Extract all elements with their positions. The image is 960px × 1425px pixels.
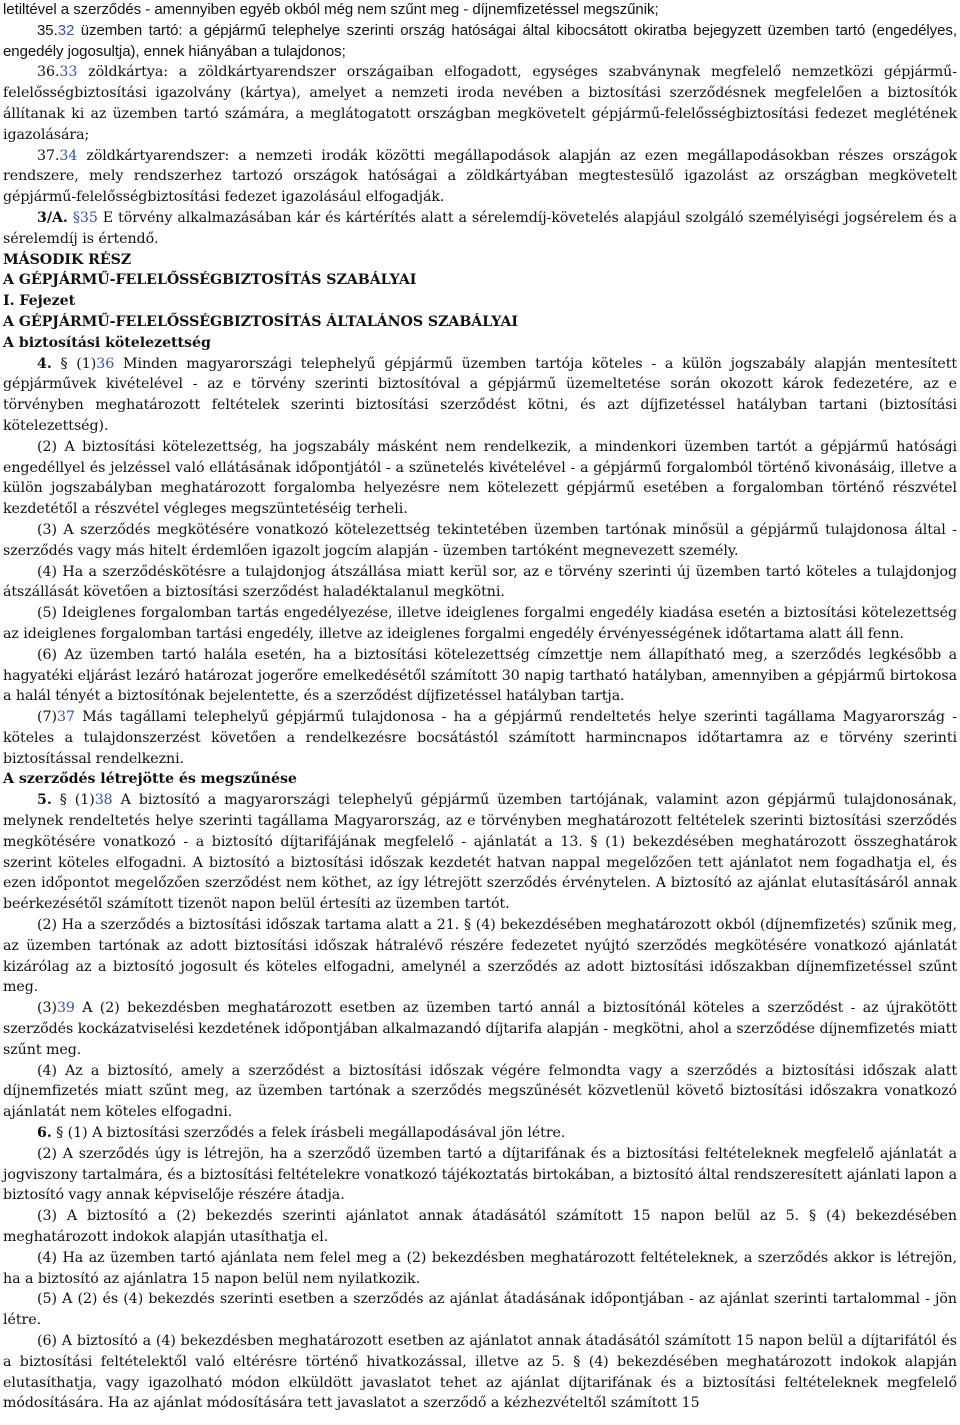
section-number: 4. xyxy=(37,355,52,372)
section-sign: § xyxy=(72,209,80,226)
paragraph-text: E törvény alkalmazásában kár és kártérítés alatt a sérelemdíj-követelés alapjául szolgáló személyiségi jogsérelem és a sérelemdíj is értendő. xyxy=(3,209,957,247)
footnote-ref[interactable]: 36 xyxy=(96,355,115,372)
paragraph-text: zöldkártya: a zöldkártyarendszer országaiban elfogadott, egységes szabványnak megfelelő nemzetközi gépjármű-felelősségbiztosítási igazolvány (kártya), amelyet a nemzeti iroda nevében a biztosítási szerződésnek megfelelően a biztosítók állítanak ki az üzemben tartó számára, a meglátogatott országban megkövetelt gépjármű-felelősségbiztosítási fedezet meglétének igazolására; xyxy=(3,64,957,143)
paragraph-text: A biztosítási szerződés a felek írásbeli megállapodásával jön létre. xyxy=(87,1125,566,1142)
footnote-ref[interactable]: 34 xyxy=(59,147,78,164)
section-4-3: (3) A szerződés megkötésére vonatkozó kötelezettség tekintetében üzemben tartónak minősül a gépjármű tulajdonosa által - szerződés vagy más hitelt érdemlően igazolt jogcím alapján - üzemben tartóként megnevezett személy. xyxy=(3,521,957,559)
definition-37 xyxy=(3,146,957,208)
section-4-5: (5) Ideiglenes forgalomban tartás engedélyezése, illetve ideiglenes forgalmi engedély kiadása esetén a biztosítási kötelezettség az ideiglenes forgalomban tartási engedély, illetve az ideiglenes forgalmi engedély érvényességének időtartama alatt áll fenn. xyxy=(3,605,957,642)
footnote-ref[interactable]: 33 xyxy=(59,64,78,81)
footnote-ref[interactable]: 37 xyxy=(56,709,75,726)
paragraph-text: letiltével a szerződés - amennyiben egyéb okból még nem szűnt meg - díjnemfizetéssel megszűnik; xyxy=(3,1,659,18)
section-4-2: (2) A biztosítási kötelezettség, ha jogszabály másként nem rendelkezik, a mindenkori üzemben tartót a gépjármű hatósági engedéllyel és jelzéssel való ellátásának időpontjától - a szünetelés kivételével - a gépjármű forgalomból történő kivonásáig, illetve a külön jogszabályban meghatározott forgalomba helyezésre nem kötelezett gépjármű esetében a forgalomban történő részvétel kezdetétől a részvétel végleges megszüntetéséig terheli. xyxy=(3,438,957,518)
part-heading: MÁSODIK RÉSZ xyxy=(3,251,132,268)
section-6-4: (4) Ha az üzemben tartó ajánlata nem felel meg a (2) bekezdésben meghatározott feltételeknek, a szerződés akkor is létrejön, ha a biztosító az ajánlatra 15 napon belül nem nyilatkozik. xyxy=(3,1249,957,1287)
subsection-number: (3) xyxy=(37,1000,57,1017)
footnote-ref[interactable]: 35 xyxy=(79,209,98,226)
paragraph-text: üzemben tartó: a gépjármű telephelye szerinti ország hatóságai által kibocsátott okiratba bejegyzett üzemben tartó (engedélyes, engedély jogosultja), ennek hiányában a tulajdonos; xyxy=(3,21,957,60)
section-6-3: (3) A biztosító a (2) bekezdés szerinti ajánlatot annak átadásától számított 15 napon belül az 5. § (4) bekezdésében meghatározott indokok alapján utasíthatja el. xyxy=(3,1208,957,1246)
section-number: 5. xyxy=(37,792,52,809)
definition-35 xyxy=(3,21,957,63)
footnote-ref[interactable]: 39 xyxy=(56,1000,75,1017)
item-number: 35. xyxy=(37,21,58,39)
chapter-heading: I. Fejezet xyxy=(3,293,76,310)
paragraph-text: A (2) bekezdésben meghatározott esetben az üzemben tartó annál a biztosítónál köteles a szerződést - az újrakötött szerződés kockázatviselési kezdetének időpontjában alkalmazandó díjtarifa alapján - megkötni, ahol a szerződése díjnemfizetés miatt szűnt meg. xyxy=(3,1000,957,1058)
section-6-2: (2) A szerződés úgy is létrejön, ha a szerződő üzemben tartó a díjtarifának és a biztosítási feltételeknek megfelelő ajánlatát a jogviszony tartalmára, és a biztosítási feltételekre vonatkozó tájékoztatás birtokában, a biztosító által rendszeresített ajánlati lapon a biztosító vagy annak képviselője részére átadja. xyxy=(3,1145,957,1204)
subsection-number: § (1) xyxy=(51,792,95,809)
chapter-title: A GÉPJÁRMŰ-FELELŐSSÉGBIZTOSÍTÁS ÁLTALÁNOS SZABÁLYAI xyxy=(3,313,518,330)
paragraph-top xyxy=(3,0,957,21)
section-3a xyxy=(3,208,957,250)
section-heading-contract: A szerződés létrejötte és megszűnése xyxy=(3,771,297,788)
footnote-ref[interactable]: 32 xyxy=(57,21,75,39)
subsection-number: (7) xyxy=(37,709,57,726)
definition-36 xyxy=(3,62,957,145)
item-number: 36. xyxy=(37,64,60,81)
section-heading-obligation: A biztosítási kötelezettség xyxy=(3,334,211,351)
paragraph-text: zöldkártyarendszer: a nemzeti irodák közötti megállapodások alapján az ezen megállapodásokban részes országok rendszere, mely rendszerhez tartozó országok hatóságai a zöldkártyában megtestesülő igazolást az országban megkövetelt gépjármű-felelősségbiztosítási fedezet igazolásául elfogadják. xyxy=(3,147,957,206)
section-6-1 xyxy=(3,1123,957,1144)
subsection-number: § (1) xyxy=(51,1125,88,1142)
section-5-1 xyxy=(3,790,957,915)
section-5-3 xyxy=(3,998,957,1060)
footnote-ref[interactable]: 38 xyxy=(94,792,113,809)
section-5-2: (2) Ha a szerződés a biztosítási időszak tartama alatt a 21. § (4) bekezdésében meghatározott okból (díjnemfizetés) szűnik meg, az üzemben tartónak az adott biztosítási időszak hátralévő részére fedezetet nyújtó szerződés megkötésére vonatkozó ajánlatát kizárólag az a biztosító jogosult és köteles elfogadni, amelynél a szerződés az adott biztosítási időszakban díjnemfizetéssel szűnt meg. xyxy=(3,917,957,996)
section-4-7 xyxy=(3,707,957,769)
section-4-6: (6) Az üzemben tartó halála esetén, ha a biztosítási kötelezettség címzettje nem állapítható meg, a szerződés legkésőbb a hagyatéki eljárást lezáró határozat jogerőre emelkedésétől számított 30 napig tartható hatályban, amennyiben a gépjármű birtokosa a halál tényét a biztosítónak bejelentette, és a szerződést díjfizetéssel hatályban tartja. xyxy=(3,646,957,705)
part-title: A GÉPJÁRMŰ-FELELŐSSÉGBIZTOSÍTÁS SZABÁLYAI xyxy=(3,272,417,289)
section-6-6: (6) A biztosító a (4) bekezdésben meghatározott esetben az ajánlatot annak átadásától számított 15 napon belül a díjtarifától és a biztosítási feltételektől való eltérésre történő hivatkozással, illetve az 5. § (4) bekezdésében meghatározott indokok alapján elutasíthatja, vagy igazolható módon elküldött javaslatot tehet az ajánlat díjtarifának és a biztosítási feltételeknek megfelelő módosítására. Ha az ajánlat módosítására tett javaslatot a szerződő a kézhezvételtől számított 15 xyxy=(3,1333,957,1412)
section-5-4: (4) Az a biztosító, amely a szerződést a biztosítási időszak végére felmondta vagy a szerződés a biztosítási időszak alatt díjnemfizetés miatt szűnt meg, az üzemben tartónak a szerződés megszűnését közvetlenül követő biztosítási időszakra vonatkozó ajánlatát nem köteles elfogadni. xyxy=(3,1062,957,1121)
section-6-5: (5) A (2) és (4) bekezdés szerinti esetben a szerződés az ajánlat átadásának időpontjában - az ajánlat szerinti tartalommal - jön létre. xyxy=(3,1291,957,1329)
section-number: 3/A. xyxy=(37,209,68,226)
paragraph-text: A biztosító a magyarországi telephelyű gépjármű üzemben tartójának, valamint azon gépjármű tulajdonosának, melynek rendeltetés helye szerinti tagállama Magyarország, az e törvényben meghatározott feltételek szerinti biztosítási szerződés megkötésére vonatkozó - a biztosító díjtarifájának megfelelő - ajánlatát a 13. § (1) bekezdésében meghatározott összeghatárok szerint köteles elfogadni. A biztosító a biztosítási időszak kezdetét hatvan nappal megelőzően tett ajánlatot nem fogadhatja el, és ezen időpontot megelőzően szerződést nem köthet, az így létrejött szerződés érvénytelen. A biztosító az ajánlat elutasításáról annak beérkezésétől számított tizenöt napon belül értesíti az üzemben tartót. xyxy=(3,792,957,913)
subsection-number: § (1) xyxy=(51,355,97,372)
paragraph-text: Minden magyarországi telephelyű gépjármű üzemben tartója köteles - a külön jogszabály alapján mentesített gépjárművek kivételével - az e törvény szerinti biztosítóval a gépjármű üzemeltetése során okozott károk fedezetére, az e törvényben meghatározott feltételek szerinti biztosítási szerződést kötni, és azt díjfizetéssel hatályban tartani (biztosítási kötelezettség). xyxy=(3,355,957,434)
section-number: 6. xyxy=(37,1125,52,1142)
paragraph-text: Más tagállami telephelyű gépjármű tulajdonosa - ha a gépjármű rendeltetés helye szerinti tagállama Magyarország - köteles a tulajdonszerzést követően a rendelkezésre bocsátástól számított harmincnapos időtartamra az e törvény szerinti biztosítással rendelkezni. xyxy=(3,709,957,767)
item-number: 37. xyxy=(37,147,60,164)
section-4-4: (4) Ha a szerződéskötésre a tulajdonjog átszállása miatt kerül sor, az e törvény szerinti új üzemben tartó köteles a tulajdonjog átszállását követően a biztosítási szerződést haladéktalanul megkötni. xyxy=(3,563,957,601)
section-4-1 xyxy=(3,354,957,437)
